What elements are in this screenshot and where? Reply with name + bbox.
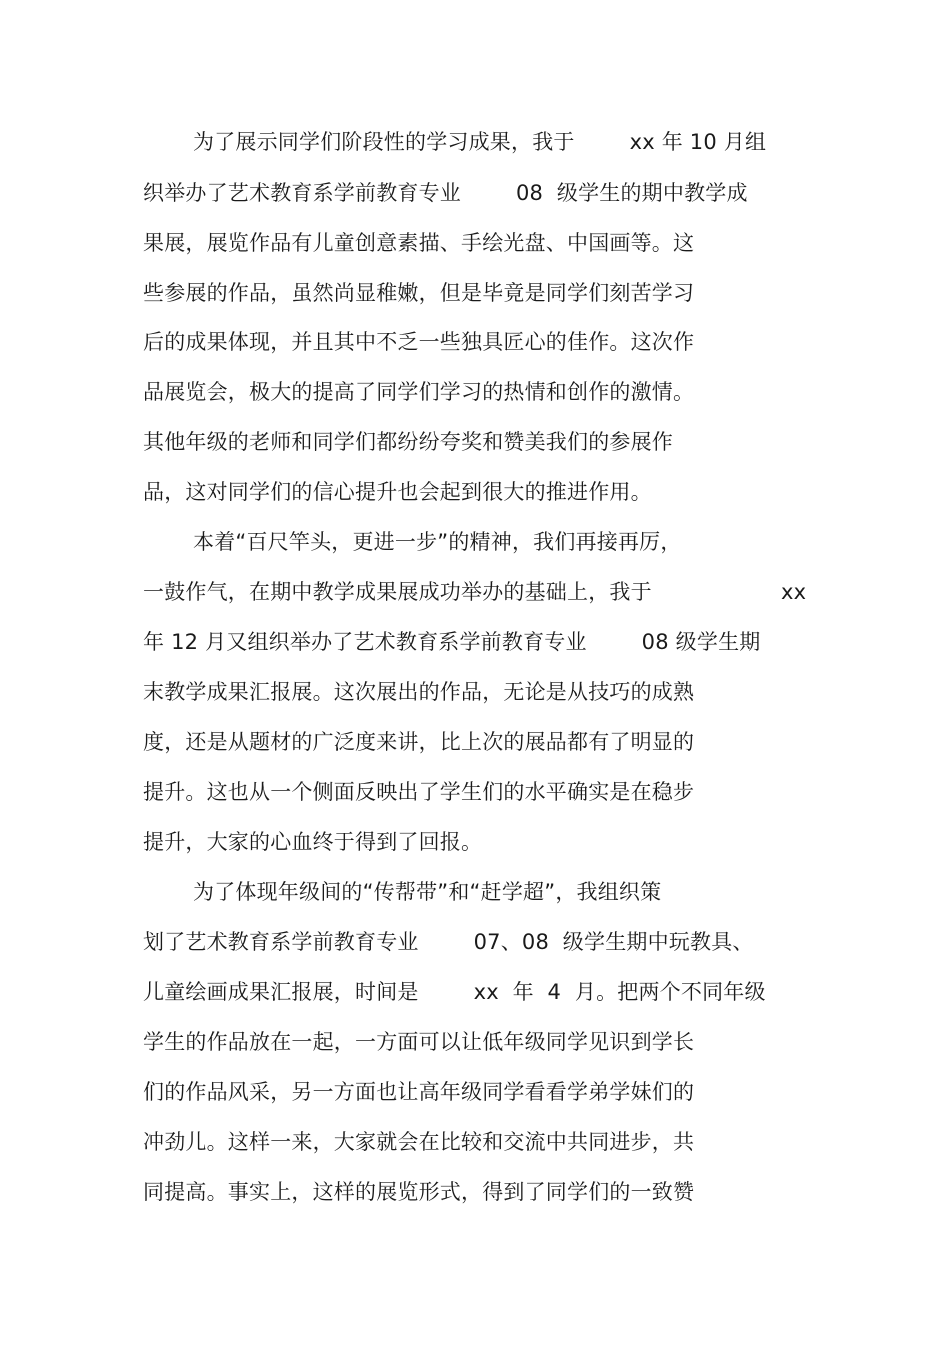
text-line: 为了展示同学们阶段性的学习成果，我于 xx 年 10 月组 bbox=[193, 130, 767, 154]
text-line: xx bbox=[781, 580, 807, 604]
text-line: 织举办了艺术教育系学前教育专业 08 级学生的期中教学成 bbox=[143, 181, 748, 205]
text-line: 品，这对同学们的信心提升也会起到很大的推进作用。 bbox=[143, 480, 652, 504]
text-line: 年 12 月又组织举办了艺术教育系学前教育专业 08 级学生期 bbox=[143, 630, 761, 654]
text-line: 同提高。事实上，这样的展览形式，得到了同学们的一致赞 bbox=[143, 1180, 695, 1204]
text-line: 些参展的作品，虽然尚显稚嫩，但是毕竟是同学们刻苦学习 bbox=[143, 281, 695, 305]
text-line: 其他年级的老师和同学们都纷纷夸奖和赞美我们的参展作 bbox=[143, 430, 673, 454]
text-line: 果展，展览作品有儿童创意素描、手绘光盘、中国画等。这 bbox=[143, 231, 695, 255]
text-line: 提升。这也从一个侧面反映出了学生们的水平确实是在稳步 bbox=[143, 780, 695, 804]
text-line: 学生的作品放在一起，一方面可以让低年级同学见识到学长 bbox=[143, 1030, 695, 1054]
text-line: 儿童绘画成果汇报展，时间是 xx 年 4 月。把两个不同年级 bbox=[143, 980, 766, 1004]
text-line: 为了体现年级间的“传帮带”和“赶学超”，我组织策 bbox=[193, 880, 662, 904]
text-line: 划了艺术教育系学前教育专业 07、08 级学生期中玩教具、 bbox=[143, 930, 754, 954]
text-line: 本着“百尺竿头，更进一步”的精神，我们再接再厉， bbox=[193, 530, 682, 554]
text-line: 提升，大家的心血终于得到了回报。 bbox=[143, 830, 483, 854]
text-line: 末教学成果汇报展。这次展出的作品，无论是从技巧的成熟 bbox=[143, 680, 695, 704]
text-line: 品展览会，极大的提高了同学们学习的热情和创作的激情。 bbox=[143, 380, 695, 404]
text-line: 一鼓作气，在期中教学成果展成功举办的基础上，我于 bbox=[143, 580, 652, 604]
text-line: 们的作品风采，另一方面也让高年级同学看看学弟学妹们的 bbox=[143, 1080, 695, 1104]
text-line: 度，还是从题材的广泛度来讲，比上次的展品都有了明显的 bbox=[143, 730, 695, 754]
text-line: 冲劲儿。这样一来，大家就会在比较和交流中共同进步，共 bbox=[143, 1130, 695, 1154]
text-line: 后的成果体现，并且其中不乏一些独具匠心的佳作。这次作 bbox=[143, 330, 695, 354]
